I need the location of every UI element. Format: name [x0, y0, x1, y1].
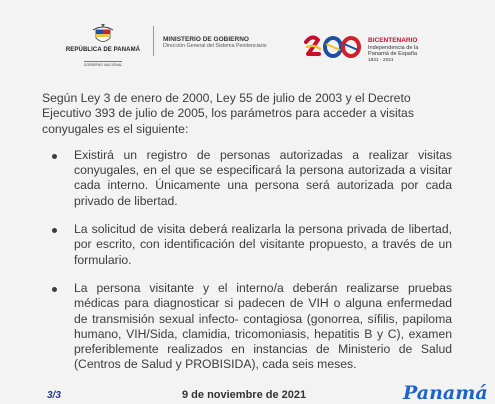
- bicentenario-line-2: Panamá de España: [368, 51, 418, 57]
- bicentenario-text: [368, 38, 418, 64]
- header-divider: [153, 26, 154, 56]
- bicentenario-line-1: Independencia de la: [368, 44, 419, 51]
- list-item-text: La persona visitante y el interno/a deberán realizarse pruebas médicas para diagnosticar si padecen de VIH o alguna enfermedad de transmisión sexual infecto- contagiosa (gonorrea, sífilis, papiloma humano, VIH/Sida, clamidia, tricomoniasis, hepatitis B y C), examen preferiblemente realizados en instancias de Ministerio de Salud (Centros de Salud y PROBISIDA), cada seis meses.: [74, 280, 452, 372]
- requirements-list: [42, 148, 452, 373]
- bicentenario-logo: [304, 24, 454, 64]
- bicentenario-years: 1821 - 2021: [368, 57, 394, 63]
- page-number: 3/3: [47, 390, 61, 401]
- bullet-icon: [52, 154, 57, 159]
- bicentenario-200-icon: [304, 32, 364, 62]
- bullet-icon: [52, 287, 57, 292]
- header: [0, 0, 495, 80]
- panama-brand-logo: Panamá: [403, 382, 488, 404]
- ministry-name: MINISTERIO DE GOBIERNO: [163, 36, 249, 43]
- government-name: REPÚBLICA DE PANAMÁ: [65, 47, 141, 53]
- coat-of-arms-icon: [90, 24, 116, 46]
- bullet-icon: [52, 228, 57, 233]
- government-subtitle: GOBIERNO NACIONAL: [83, 63, 123, 67]
- list-item: [42, 222, 452, 268]
- list-item-text: Existirá un registro de personas autorizadas a realizar visitas conyugales, en el que se especificará la persona autorizada a visitar cada interno. Únicamente una persona será autorizada por cada privado de libertad.: [74, 147, 452, 208]
- list-item-text: La solicitud de visita deberá realizarla la persona privada de libertad, por escrito, con identificación del visitante propuesto, a través de un formulario.: [74, 222, 452, 267]
- ministry-block: [163, 36, 267, 49]
- bicentenario-title: BICENTENARIO: [368, 37, 418, 44]
- ministry-subtitle: Dirección General del Sistema Penitenciario: [163, 43, 267, 49]
- main-content: [42, 91, 452, 386]
- intro-paragraph: Según Ley 3 de enero de 2000, Ley 55 de julio de 2003 y el Decreto Ejecutivo 393 de julio de 2005, los parámetros para acceder a visitas conyugales es el siguiente:: [42, 91, 414, 136]
- list-item: [42, 148, 452, 209]
- government-logo: [58, 24, 148, 67]
- list-item: [42, 281, 452, 373]
- footer-date: 9 de noviembre de 2021: [182, 389, 307, 401]
